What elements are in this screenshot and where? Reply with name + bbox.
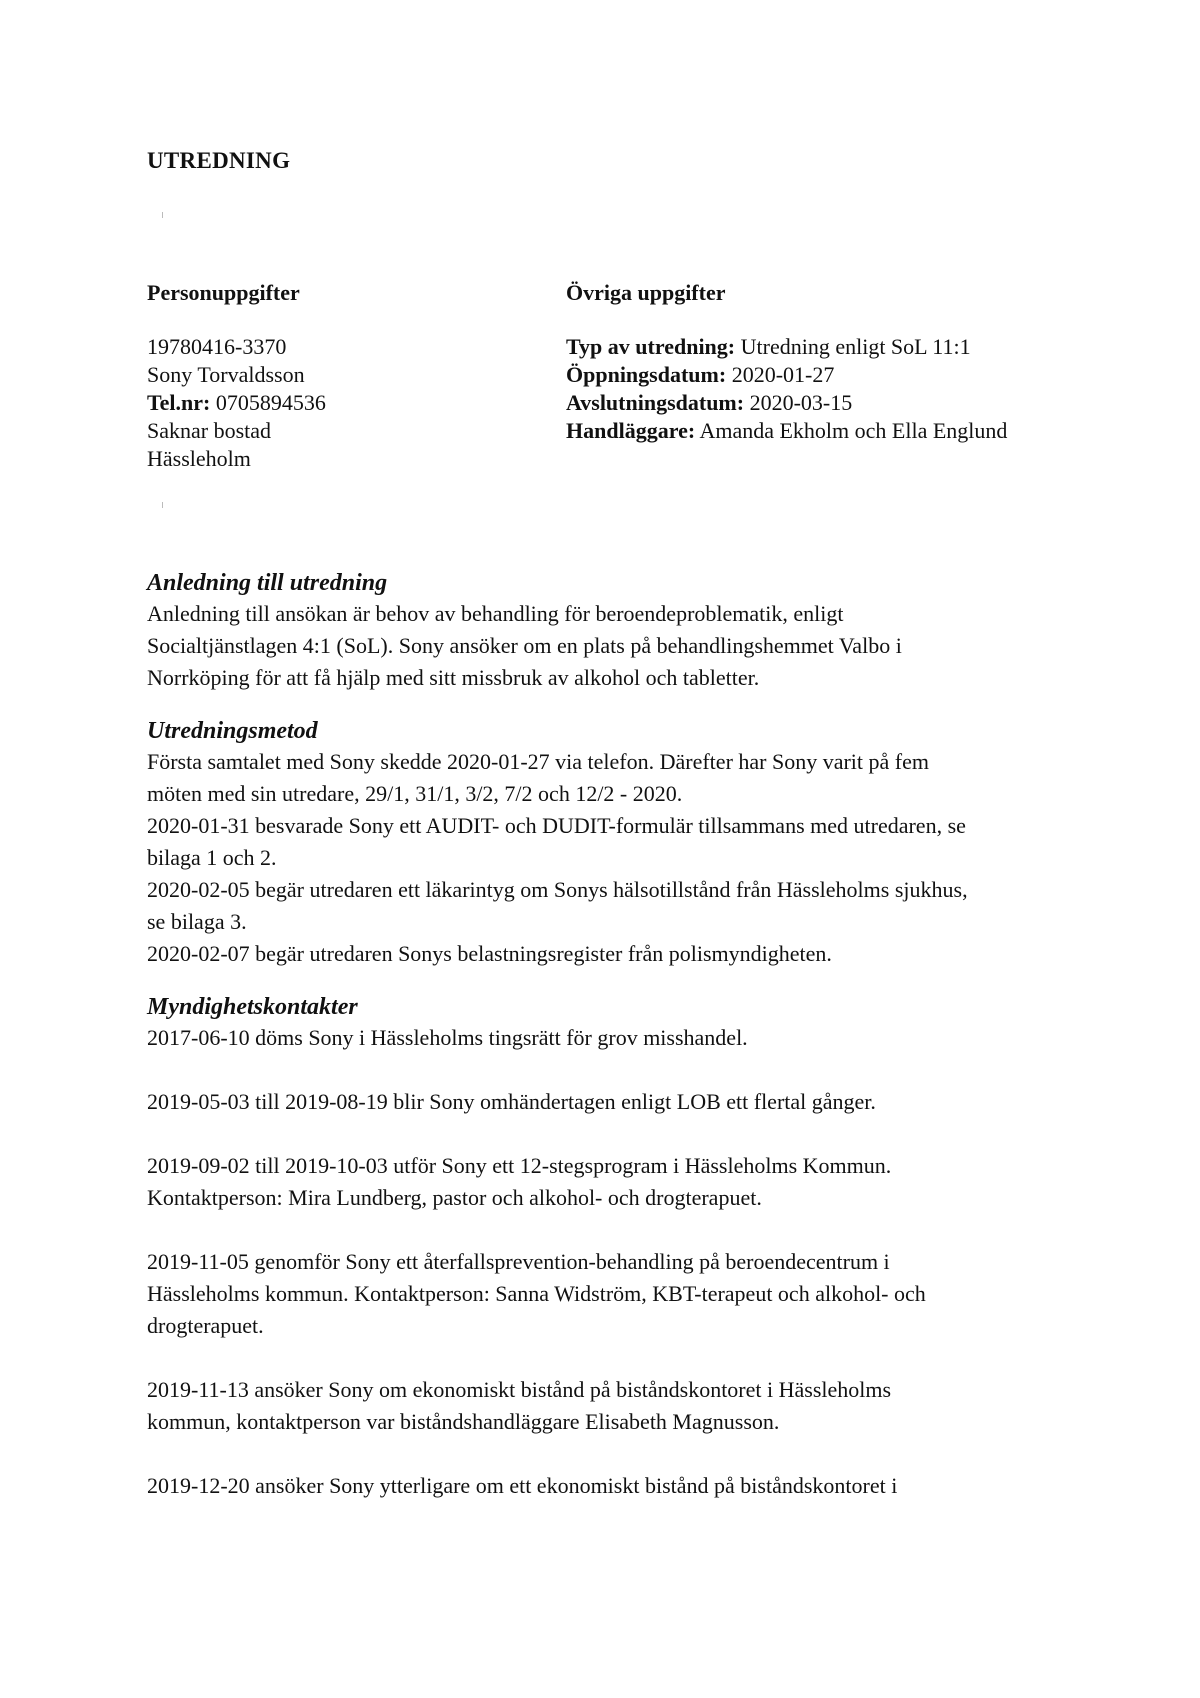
phone-label: Tel.nr: — [147, 390, 211, 415]
field-case-officer — [566, 417, 1086, 445]
paragraph-line: Hässleholms kommun. Kontaktperson: Sanna Widström, KBT-terapeut och alkohol- och — [147, 1281, 926, 1306]
document-body — [147, 568, 1077, 1502]
field-label: Handläggare: — [566, 418, 696, 443]
document-title: UTREDNING — [147, 148, 291, 173]
paragraph-line: 2019-12-20 ansöker Sony ytterligare om ett ekonomiskt bistånd på biståndskontoret i — [147, 1473, 898, 1498]
paragraph-line: Anledning till ansökan är behov av behandling för beroendeproblematik, enligt — [147, 601, 844, 626]
other-heading: Övriga uppgifter — [566, 280, 726, 305]
person-heading: Personuppgifter — [147, 280, 300, 305]
paragraph-line: drogterapuet. — [147, 1313, 264, 1338]
paragraph-line: 2019-09-02 till 2019-10-03 utför Sony ett 12-stegsprogram i Hässleholms Kommun. — [147, 1153, 892, 1178]
section-heading-kontakter: Myndighetskontakter — [147, 994, 358, 1020]
field-opening-date — [566, 361, 1086, 389]
person-name: Sony Torvaldsson — [147, 362, 305, 387]
paragraph-line: 2019-11-13 ansöker Sony om ekonomiskt bistånd på biståndskontoret i Hässleholms — [147, 1377, 892, 1402]
paragraph-line: se bilaga 3. — [147, 909, 247, 934]
paragraph-line: Kontaktperson: Mira Lundberg, pastor och alkohol- och drogterapuet. — [147, 1185, 762, 1210]
section-heading-anledning: Anledning till utredning — [147, 570, 388, 596]
section-anledning-text — [147, 598, 1077, 694]
tick-mark — [162, 212, 163, 218]
phone-line — [147, 389, 527, 417]
paragraph-line: kommun, kontaktperson var biståndshandläggare Elisabeth Magnusson. — [147, 1409, 780, 1434]
field-label: Typ av utredning: — [566, 334, 736, 359]
paragraph-line: 2020-02-07 begär utredaren Sonys belastningsregister från polismyndigheten. — [147, 941, 832, 966]
contact-entry — [147, 1150, 1077, 1214]
field-label: Avslutningsdatum: — [566, 390, 745, 415]
paragraph-line: Första samtalet med Sony skedde 2020-01-27 via telefon. Därefter har Sony varit på fem — [147, 749, 929, 774]
paragraph-line: 2020-01-31 besvarade Sony ett AUDIT- och DUDIT-formulär tillsammans med utredaren, se — [147, 813, 966, 838]
phone-value: 0705894536 — [210, 390, 326, 415]
field-closing-date — [566, 389, 1086, 417]
contact-entry — [147, 1086, 1077, 1118]
paragraph-line: 2019-11-05 genomför Sony ett återfallsprevention-behandling på beroendecentrum i — [147, 1249, 890, 1274]
contact-entry — [147, 1374, 1077, 1438]
paragraph-line: möten med sin utredare, 29/1, 31/1, 3/2, 7/2 och 12/2 - 2020. — [147, 781, 683, 806]
paragraph-line: 2017-06-10 döms Sony i Hässleholms tingsrätt för grov misshandel. — [147, 1025, 748, 1050]
other-details — [566, 279, 1086, 445]
field-value: Utredning enligt SoL 11:1 — [735, 334, 971, 359]
paragraph-line: 2020-02-05 begär utredaren ett läkarintyg om Sonys hälsotillstånd från Hässleholms sjukhus, — [147, 877, 968, 902]
field-value: 2020-03-15 — [744, 390, 853, 415]
contact-entry — [147, 1246, 1077, 1342]
paragraph-line: Socialtjänstlagen 4:1 (SoL). Sony ansöker om en plats på behandlingshemmet Valbo i — [147, 633, 902, 658]
paragraph-line: bilaga 1 och 2. — [147, 845, 277, 870]
housing: Saknar bostad — [147, 418, 272, 443]
section-heading-metod: Utredningsmetod — [147, 718, 318, 744]
paragraph-line: 2019-05-03 till 2019-08-19 blir Sony omhändertagen enligt LOB ett flertal gånger. — [147, 1089, 876, 1114]
field-type — [566, 333, 1086, 361]
section-kontakter-entries — [147, 1022, 1077, 1502]
person-details — [147, 279, 527, 473]
field-value: 2020-01-27 — [726, 362, 835, 387]
paragraph-line: Norrköping för att få hjälp med sitt missbruk av alkohol och tabletter. — [147, 665, 760, 690]
tick-mark — [162, 502, 163, 508]
city: Hässleholm — [147, 446, 251, 471]
field-value: Amanda Ekholm och Ella Englund — [695, 418, 1008, 443]
personnummer: 19780416-3370 — [147, 334, 287, 359]
section-metod-text — [147, 746, 1077, 970]
field-label: Öppningsdatum: — [566, 362, 727, 387]
contact-entry — [147, 1022, 1077, 1054]
contact-entry — [147, 1470, 1077, 1502]
